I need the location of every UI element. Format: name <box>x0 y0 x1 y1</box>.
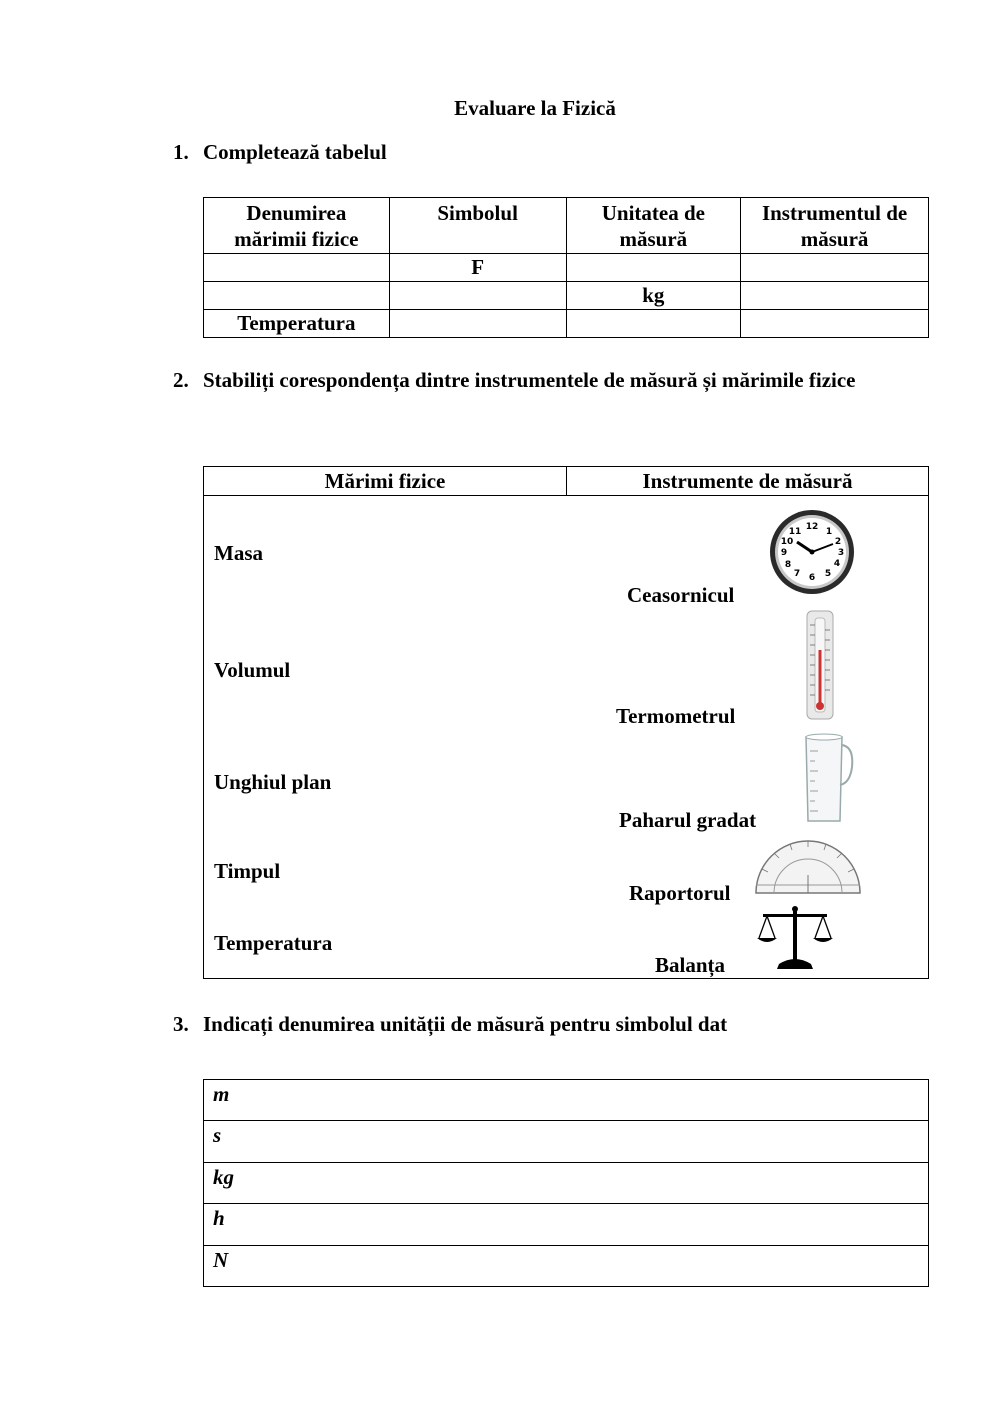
symbol-cell[interactable]: kg <box>204 1162 929 1203</box>
table-cell: Temperatura <box>204 310 390 338</box>
svg-text:1: 1 <box>825 527 833 537</box>
svg-text:12: 12 <box>805 522 819 532</box>
table-row <box>204 1080 929 1121</box>
svg-text:6: 6 <box>808 573 816 583</box>
question-1-text: Completează tabelul <box>203 140 387 164</box>
table-cell[interactable] <box>389 282 566 310</box>
header-instruments: Instrumente de măsură <box>567 467 928 496</box>
question-2-number: 2. <box>173 368 189 392</box>
table-cell[interactable] <box>741 282 929 310</box>
symbol-cell[interactable]: N <box>204 1245 929 1286</box>
table-cell[interactable] <box>566 254 741 282</box>
quantity-mass[interactable]: Masa <box>214 541 263 565</box>
svg-text:7: 7 <box>793 569 801 579</box>
header-quantities: Mărimi fizice <box>204 467 567 496</box>
protractor-icon <box>752 835 864 897</box>
table-cell[interactable] <box>204 282 390 310</box>
thermometer-icon <box>806 610 834 720</box>
header-symbol: Simbolul <box>389 198 566 254</box>
table-header-row <box>204 198 929 254</box>
table-cell: kg <box>566 282 741 310</box>
table-row <box>204 1204 929 1245</box>
instrument-protractor-label[interactable]: Raportorul <box>629 881 731 905</box>
instrument-cup-label[interactable]: Paharul gradat <box>619 808 757 832</box>
clock-icon <box>767 509 857 595</box>
page-title: Evaluare la Fizică <box>454 96 616 120</box>
graduated-cup-icon <box>794 731 856 827</box>
table-cell[interactable] <box>566 310 741 338</box>
symbol-cell[interactable]: s <box>204 1121 929 1162</box>
table-row <box>204 1245 929 1286</box>
header-instrument: Instrumentul de măsură <box>741 198 929 254</box>
balance-scale-icon <box>757 904 833 972</box>
table-cell[interactable] <box>741 254 929 282</box>
svg-text:5: 5 <box>824 569 832 579</box>
question-3-number: 3. <box>173 1012 189 1036</box>
instrument-thermometer-label[interactable]: Termometrul <box>616 704 736 728</box>
symbol-cell[interactable]: m <box>204 1080 929 1121</box>
table-row <box>204 1162 929 1203</box>
table-cell[interactable] <box>389 310 566 338</box>
symbol-cell[interactable]: h <box>204 1204 929 1245</box>
table-row <box>204 282 929 310</box>
table-cell[interactable] <box>204 254 390 282</box>
header-unit: Unitatea de măsură <box>566 198 741 254</box>
instrument-balance-label[interactable]: Balanța <box>655 953 726 977</box>
quantities-table <box>203 197 929 338</box>
quantity-temperature[interactable]: Temperatura <box>214 931 333 955</box>
svg-text:10: 10 <box>780 537 794 547</box>
svg-text:4: 4 <box>833 559 841 569</box>
quantity-volume[interactable]: Volumul <box>214 658 291 682</box>
svg-text:2: 2 <box>834 537 842 547</box>
svg-text:9: 9 <box>780 548 788 558</box>
table-cell[interactable] <box>741 310 929 338</box>
instrument-clock-label[interactable]: Ceasornicul <box>627 583 735 607</box>
quantity-time[interactable]: Timpul <box>214 859 281 883</box>
svg-text:3: 3 <box>837 548 845 558</box>
quantity-angle[interactable]: Unghiul plan <box>214 770 332 794</box>
table-cell: F <box>389 254 566 282</box>
question-2-text: Stabiliți corespondența dintre instrumentele de măsură și mărimile fizice <box>203 368 856 392</box>
question-1-number: 1. <box>173 140 189 164</box>
svg-text:11: 11 <box>788 527 802 537</box>
header-quantity-name: Denumirea mărimii fizice <box>204 198 390 254</box>
table-row <box>204 254 929 282</box>
table-row <box>204 310 929 338</box>
question-3-text: Indicați denumirea unității de măsură pentru simbolul dat <box>203 1012 728 1036</box>
table-row <box>204 1121 929 1162</box>
matching-table <box>203 466 929 979</box>
svg-text:8: 8 <box>784 560 792 570</box>
units-table <box>203 1079 929 1287</box>
